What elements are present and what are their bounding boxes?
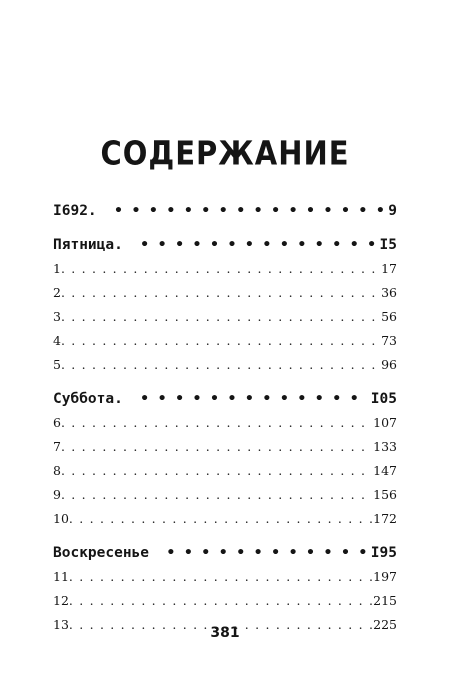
toc-section-label: Суббота. (53, 391, 123, 407)
dot-leader (61, 415, 372, 430)
toc-entry[interactable] (53, 261, 397, 285)
toc-entry-page: 17 (381, 261, 397, 276)
toc-entry[interactable] (53, 285, 397, 309)
toc-entry[interactable] (53, 511, 397, 535)
toc-entry-label: 7 (53, 439, 61, 454)
toc-entry[interactable] (53, 439, 397, 463)
toc-entry-page: 225 (373, 617, 397, 632)
dot-leader (69, 511, 372, 526)
toc-section-page: I5 (379, 237, 397, 253)
dot-leader (69, 569, 372, 584)
toc-entry-label: 11 (53, 569, 69, 584)
toc-entry-page: 197 (373, 569, 397, 584)
toc-section-label: Пятница. (53, 237, 123, 253)
toc-entry-label: 1 (53, 261, 61, 276)
toc-entry-page: 96 (381, 357, 397, 372)
dot-leader (61, 439, 372, 454)
dot-leader (97, 203, 385, 219)
dot-leader (61, 285, 380, 300)
toc-entry-label: 8 (53, 463, 61, 478)
toc-entry[interactable] (53, 309, 397, 333)
toc-entry-label: 2 (53, 285, 61, 300)
toc-entry-page: 73 (381, 333, 397, 348)
toc-entry-label: 13 (53, 617, 69, 632)
dot-leader (61, 487, 372, 502)
toc-entry[interactable] (53, 357, 397, 381)
toc-entry-page: 172 (373, 511, 397, 526)
toc-entry-page: 147 (373, 463, 397, 478)
toc-entry-label: 12 (53, 593, 69, 608)
toc-entry[interactable] (53, 333, 397, 357)
page-number: 381 (210, 625, 240, 641)
toc-entry[interactable] (53, 487, 397, 511)
table-of-contents (53, 203, 397, 641)
toc-section-page: I05 (370, 391, 397, 407)
toc-section-friday[interactable] (53, 237, 397, 261)
toc-entry-page: 133 (373, 439, 397, 454)
toc-entry-label: 9 (53, 487, 61, 502)
toc-prologue[interactable] (53, 203, 397, 227)
toc-section-saturday[interactable] (53, 391, 397, 415)
toc-entry-label: 3 (53, 309, 61, 324)
toc-entry-label: 6 (53, 415, 61, 430)
page-title: СОДЕРЖАНИЕ (100, 133, 350, 173)
toc-section-sunday[interactable] (53, 545, 397, 569)
dot-leader (61, 357, 380, 372)
toc-entry-label: 4 (53, 333, 61, 348)
dot-leader (69, 593, 372, 608)
toc-entry-label: 10 (53, 511, 69, 526)
dot-leader (123, 237, 376, 253)
toc-entry[interactable] (53, 463, 397, 487)
toc-entry[interactable] (53, 415, 397, 439)
dot-leader (61, 261, 380, 276)
toc-prologue-label: I692. (53, 203, 97, 219)
toc-entry-page: 215 (373, 593, 397, 608)
toc-entry[interactable] (53, 593, 397, 617)
dot-leader (123, 391, 367, 407)
toc-section-label: Воскресенье (53, 545, 150, 561)
toc-entry-label: 5 (53, 357, 61, 372)
toc-prologue-page: 9 (388, 203, 397, 219)
toc-entry-page: 156 (373, 487, 397, 502)
toc-section-page: I95 (370, 545, 397, 561)
dot-leader (61, 309, 380, 324)
toc-entry-page: 56 (381, 309, 397, 324)
toc-entry-page: 36 (381, 285, 397, 300)
dot-leader (149, 545, 367, 561)
dot-leader (61, 333, 380, 348)
toc-entry-page: 107 (373, 415, 397, 430)
toc-entry[interactable] (53, 569, 397, 593)
dot-leader (61, 463, 372, 478)
